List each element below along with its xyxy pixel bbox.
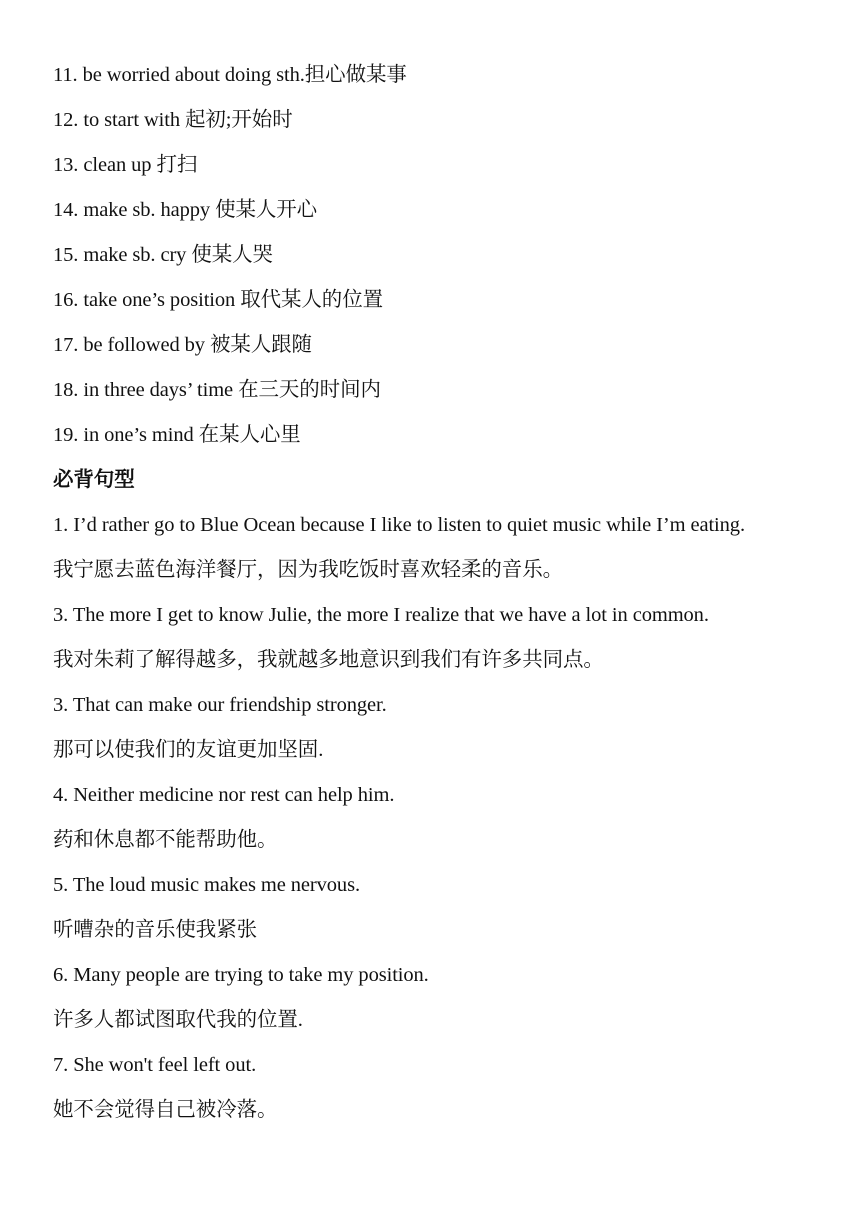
sentence-chinese: 听嘈杂的音乐使我紧张: [53, 919, 257, 941]
sentence-chinese: 她不会觉得自己被冷落。: [53, 1099, 278, 1121]
phrase-item: 16. take one’s position 取代某人的位置: [53, 289, 384, 311]
phrase-item: 15. make sb. cry 使某人哭: [53, 244, 273, 266]
sentence-english: 5. The loud music makes me nervous.: [53, 874, 360, 896]
sentence-english: 6. Many people are trying to take my position.: [53, 964, 429, 986]
sentence-english: 3. That can make our friendship stronger.: [53, 694, 387, 716]
section-heading: 必背句型: [53, 469, 135, 491]
sentence-chinese: 我对朱莉了解得越多，我就越多地意识到我们有许多共同点。: [53, 649, 604, 671]
phrase-item: 17. be followed by 被某人跟随: [53, 334, 312, 356]
sentence-english: 4. Neither medicine nor rest can help him.: [53, 784, 395, 806]
sentence-chinese: 药和休息都不能帮助他。: [53, 829, 278, 851]
document-page: [53, 57, 843, 1137]
phrase-item: 13. clean up 打扫: [53, 154, 198, 176]
phrase-item: 14. make sb. happy 使某人开心: [53, 199, 318, 221]
phrase-item: 19. in one’s mind 在某人心里: [53, 424, 301, 446]
sentence-english: 1. I’d rather go to Blue Ocean because I like to listen to quiet music while I’m eating.: [53, 514, 745, 536]
sentence-chinese: 那可以使我们的友谊更加坚固.: [53, 739, 324, 761]
sentence-english: 7. She won't feel left out.: [53, 1054, 257, 1076]
phrase-item: 12. to start with 起初;开始时: [53, 109, 293, 131]
phrase-item: 18. in three days’ time 在三天的时间内: [53, 379, 381, 401]
phrase-item: 11. be worried about doing sth.担心做某事: [53, 64, 407, 86]
sentence-english: 3. The more I get to know Julie, the more I realize that we have a lot in common.: [53, 604, 709, 626]
sentence-chinese: 我宁愿去蓝色海洋餐厅，因为我吃饭时喜欢轻柔的音乐。: [53, 559, 563, 581]
sentence-chinese: 许多人都试图取代我的位置.: [53, 1009, 303, 1031]
